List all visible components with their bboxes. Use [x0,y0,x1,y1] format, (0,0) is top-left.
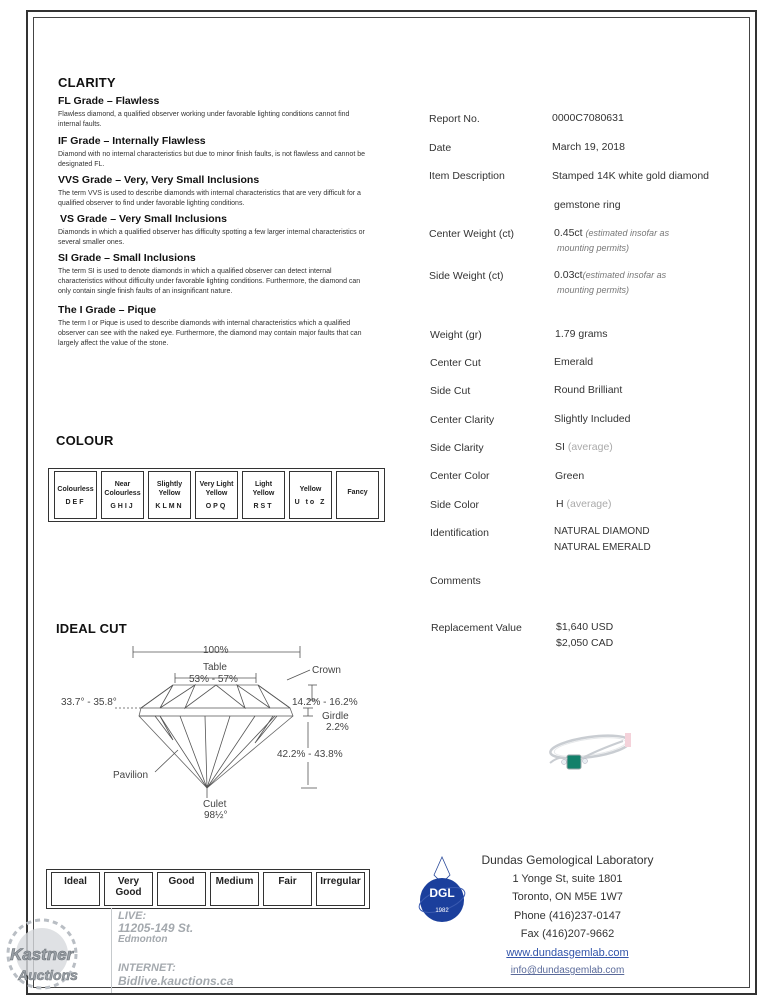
lab-address-2: Toronto, ON M5E 1W7 [512,891,623,903]
side-color-value-row [556,498,611,510]
colour-cell-title: Fancy [347,489,368,496]
culet-value: 98½° [204,810,228,821]
item-description-value: Stamped 14K white gold diamond [552,170,710,182]
girdle-label: Girdle [322,711,349,722]
comments-label: Comments [430,575,481,587]
colour-cell [242,471,285,519]
lab-name: Dundas Gemological Laboratory [481,853,654,867]
watermark-internet [118,962,233,988]
center-weight-label: Center Weight (ct) [429,228,514,240]
report-no-value: 0000C7080631 [552,112,624,124]
crown-label: Crown [312,665,341,676]
watermark-internet-label: INTERNET: [118,962,176,974]
colour-scale-table [48,468,385,522]
colour-cell [336,471,379,519]
grade-si-desc: The term SI is used to denote diamonds in which a qualified observer can detect internal characteristics without difficulty under favorable lighting conditions. Furthermore, the diamond can only contain single finish faults of an insignificant nature. [58,268,361,295]
cut-grade-table [46,869,370,909]
colour-cell [54,471,97,519]
side-weight-value: 0.03ct [554,269,583,281]
lab-fax: Fax (416)207-9662 [520,928,615,940]
replacement-usd: $1,640 USD [556,621,614,633]
identification-value-1: NATURAL DIAMOND [554,526,650,537]
center-weight-note: (estimated insofar as [585,228,670,238]
date-value: March 19, 2018 [552,141,625,153]
side-cut-label: Side Cut [430,385,471,397]
lab-email[interactable]: info@dundasgemlab.com [510,965,625,976]
grade-vs-title: VS Grade – Very Small Inclusions [60,213,227,225]
center-weight-value-row [554,227,669,240]
kastner-brand-1: Kastner [10,945,74,964]
kastner-brand-2: Auctions [18,967,78,983]
grade-if-desc: Diamond with no internal characteristics but due to minor finish faults, is not flawless and cannot be designated FL. [58,151,365,168]
center-color-label: Center Color [430,470,490,482]
side-weight-label: Side Weight (ct) [429,270,504,282]
item-description-label: Item Description [429,170,505,182]
cut-grade-cell: Medium [210,872,259,906]
identification-label: Identification [430,527,489,539]
center-cut-label: Center Cut [430,357,481,369]
side-color-value: H [556,498,564,510]
grade-vvs-title: VVS Grade – Very, Very Small Inclusions [58,174,260,186]
weight-label: Weight (gr) [430,329,482,341]
identification-value-2: NATURAL EMERALD [554,542,651,553]
colour-cell-codes: KLMN [155,503,184,510]
ideal-cut-heading: IDEAL CUT [56,621,127,636]
side-clarity-note: (average) [567,441,613,453]
colour-cell-title: Slightly Yellow [156,481,183,497]
colour-cell-codes: GHIJ [110,503,135,510]
watermark-live-addr-1: 11205-149 St. [118,921,194,935]
watermark-live [118,910,193,946]
dgl-logo-sub: 1982 [435,908,449,914]
girdle-value: 2.2% [326,722,349,733]
lab-phone: Phone (416)237-0147 [513,909,622,922]
cut-grade-cell: Good [157,872,206,906]
grade-i-title: The I Grade – Pique [58,304,157,316]
pavilion-depth-label: 42.2% - 43.8% [277,749,343,760]
colour-cell-title: Yellow [299,485,322,493]
item-description-value-2: gemstone ring [554,199,621,211]
colour-cell [101,471,144,519]
colour-cell [195,471,238,519]
lab-website[interactable]: www.dundasgemlab.com [506,946,629,959]
culet-label: Culet [203,799,227,810]
colour-cell-codes: OPQ [205,503,228,510]
center-clarity-label: Center Clarity [430,414,495,426]
grade-fl-title: FL Grade – Flawless [58,95,160,107]
watermark-internet-url: Bidlive.kauctions.ca [118,974,234,988]
grade-vvs-desc: The term VVS is used to describe diamonds with internal characteristics that are very difficult for a qualified observer to find under favorable lighting conditions. [58,190,361,207]
watermark-live-label: LIVE: [118,910,147,922]
colour-cell-codes: U to Z [294,498,327,506]
cut-grade-cell: Very Good [104,872,153,906]
side-clarity-label: Side Clarity [430,442,484,454]
watermark-divider [111,908,112,993]
side-weight-note: (estimated insofar as [582,270,667,280]
grade-si-title: SI Grade – Small Inclusions [58,252,196,264]
table-label: Table [203,662,227,673]
side-weight-value-row [554,269,666,282]
lab-contact [460,851,675,981]
cut-grade-cell: Irregular [316,872,365,906]
colour-cell-title: Colourless [57,485,94,493]
cut-grade-cell: Ideal [51,872,100,906]
colour-cell-title: Very Light Yellow [199,481,234,497]
dgl-seal [420,878,464,922]
crown-angle-label: 33.7° - 35.8° [61,697,117,708]
side-clarity-value: SI [555,441,565,453]
colour-cell [148,471,191,519]
width-label: 100% [203,645,229,656]
grade-vs-desc: Diamonds in which a qualified observer has difficulty spotting a few larger internal characteristics or several smaller ones. [58,229,365,246]
center-clarity-value: Slightly Included [554,413,631,425]
grade-i-desc: The term I or Pique is used to describe diamonds with internal characteristics which a qualified observer can see with the naked eye. Furthermore, the diamond may contain major faults that can largely affect the value of the stone. [58,320,362,347]
colour-cell-codes: RST [253,503,274,510]
center-weight-value: 0.45ct [554,227,583,239]
center-cut-value: Emerald [554,356,594,368]
colour-cell-codes: DEF [65,498,86,506]
clarity-heading: CLARITY [58,75,116,90]
crown-height-label: 14.2% - 16.2% [292,697,358,708]
table-range-label: 53% - 57% [189,674,238,685]
side-color-label: Side Color [430,499,480,511]
dgl-logo-text: DGL [429,886,455,900]
pavilion-label: Pavilion [113,770,149,781]
grade-if-title: IF Grade – Internally Flawless [58,135,206,147]
report-no-label: Report No. [429,113,480,125]
colour-cell-title: Near Colourless [104,481,141,497]
kastner-logo [4,912,114,997]
weight-value: 1.79 grams [555,328,608,340]
colour-heading: COLOUR [56,433,114,448]
center-color-value: Green [555,470,585,482]
side-clarity-value-row [555,441,613,453]
lab-address-1: 1 Yonge St, suite 1801 [512,872,623,885]
colour-cell [289,471,332,519]
cut-grade-cell: Fair [263,872,312,906]
replacement-value-label: Replacement Value [431,622,522,634]
grade-fl-desc: Flawless diamond, a qualified observer working under favorable lighting conditions cannot find internal faults. [58,111,350,128]
center-weight-note-2: mounting permits) [557,243,630,253]
date-label: Date [429,142,452,154]
ring-photo [535,725,635,785]
side-cut-value: Round Brilliant [554,384,623,396]
colour-cell-title: Light Yellow [252,481,275,497]
side-weight-note-2: mounting permits) [557,285,630,295]
side-color-note: (average) [566,498,612,510]
watermark-live-addr-2: Edmonton [118,934,168,945]
replacement-cad: $2,050 CAD [556,637,614,649]
